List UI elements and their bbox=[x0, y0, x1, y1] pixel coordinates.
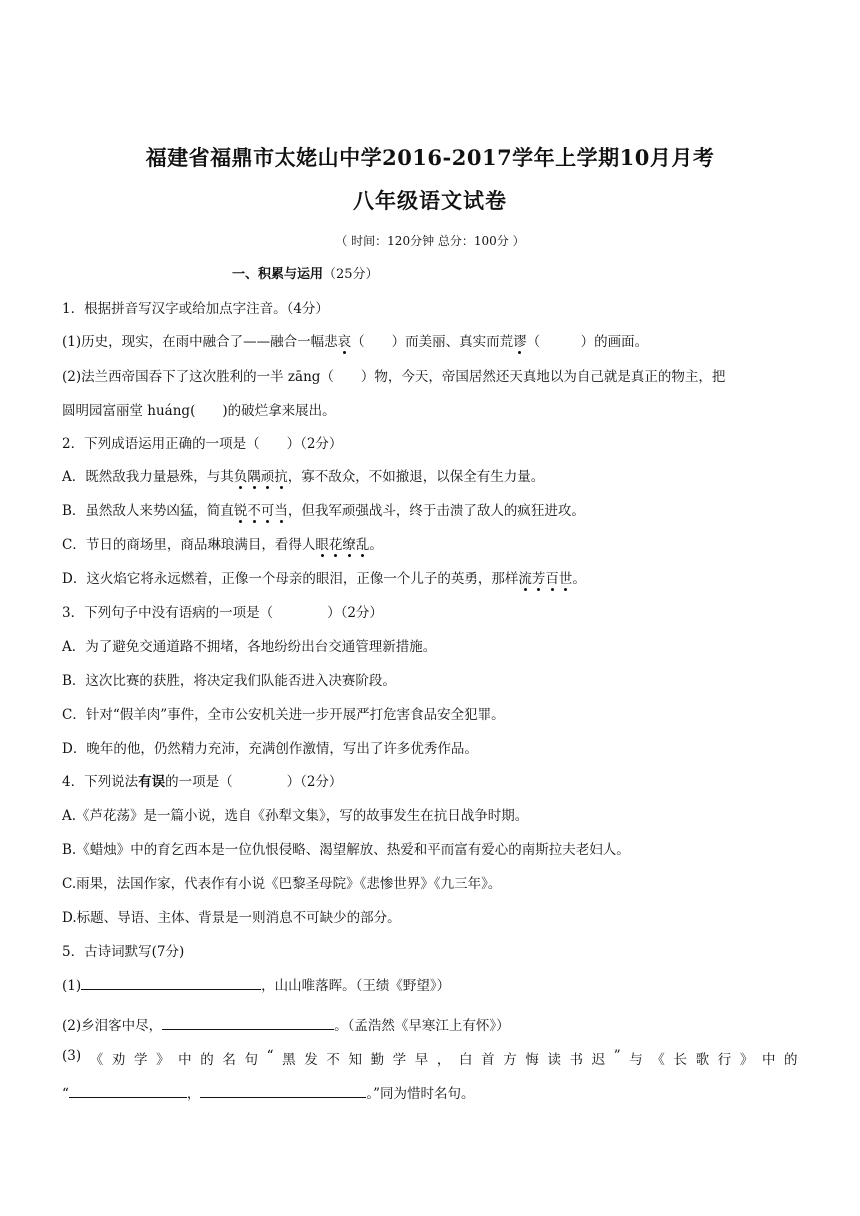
q5-part3-line1 bbox=[62, 1048, 798, 1068]
q2-stem bbox=[62, 432, 342, 452]
q5-p3-char: 的 bbox=[200, 1052, 214, 1068]
q5-blank-1[interactable] bbox=[81, 975, 261, 990]
exam-title-line1: 福建省福鼎市太姥山中学2016-2017学年上学期10月月考 bbox=[145, 145, 715, 170]
q5-p3-char: 《 bbox=[89, 1052, 104, 1068]
q1-part1-text-b: （ ）而美丽、真实而荒 bbox=[351, 334, 514, 350]
dotted-char: 可 bbox=[260, 503, 275, 519]
dotted-char: 负 bbox=[233, 469, 248, 485]
q4-option-b bbox=[62, 838, 630, 858]
dotted-char: 顽 bbox=[260, 469, 275, 485]
q5-p3-char: 黑 bbox=[282, 1052, 296, 1068]
q5-p3-char: 发 bbox=[304, 1052, 318, 1068]
q5-blank-2[interactable] bbox=[162, 1015, 334, 1030]
q2-stem-text: 2．下列成语运用正确的一项是（ ）（2分） bbox=[62, 436, 343, 452]
q5-p2-post: 。（孟浩然《早寒江上有怀》） bbox=[334, 1018, 510, 1034]
q1-part2-text-a: (2)法兰西帝国吞下了这次胜利的一半 zāng（ ）物，今天，帝国居然还天真地以为自己就是真正的物主，把 bbox=[62, 369, 726, 385]
q2-c-idiom bbox=[315, 537, 369, 553]
q3-stem-text: 3．下列句子中没有语病的一项是（ ）（2分） bbox=[62, 605, 383, 621]
dotted-char: 流 bbox=[518, 571, 532, 587]
dotted-char: 芳 bbox=[531, 571, 546, 587]
q2-d-idiom bbox=[518, 571, 572, 587]
q5-p3-char: 》 bbox=[739, 1052, 754, 1068]
q2-option-a bbox=[62, 465, 544, 485]
q3-option-b bbox=[62, 669, 396, 689]
section-score: （25分） bbox=[323, 267, 379, 282]
q1-part2-line1 bbox=[62, 365, 725, 385]
q5-p3-char: 悔 bbox=[525, 1052, 539, 1068]
q5-p3-char: 方 bbox=[503, 1052, 517, 1068]
q2-option-d bbox=[62, 567, 586, 587]
q3-option-d bbox=[62, 737, 478, 757]
dotted-char: 隅 bbox=[247, 469, 261, 485]
q5-p3-char: ， bbox=[436, 1052, 451, 1068]
q4-b-text: B.《蜡烛》中的育乞西本是一位仇恨侵略、渴望解放、热爱和平而富有爱心的南斯拉夫老妇人。 bbox=[62, 842, 630, 858]
q1-part2-line2 bbox=[62, 399, 336, 419]
q5-p3-char: 长 bbox=[673, 1052, 687, 1068]
q5-p3-char: 》 bbox=[156, 1052, 170, 1068]
dotted-char: 锐 bbox=[233, 503, 248, 519]
q1-dotted-char-2: 谬 bbox=[513, 334, 527, 350]
q5-p3-char: 学 bbox=[133, 1052, 148, 1068]
q1-part2-text-b: 圆明园富丽堂 huáng( )的破烂拿来展出。 bbox=[62, 403, 336, 419]
q3-option-c bbox=[62, 703, 505, 723]
q1-part1-text-a: (1)历史，现实，在雨中融合了——融合一幅悲 bbox=[62, 334, 338, 350]
q3-c-text: C．针对“假羊肉”事件，全市公安机关进一步开展严打危害食品安全犯罪。 bbox=[62, 707, 505, 723]
q1-stem bbox=[62, 297, 329, 317]
q4-option-d bbox=[62, 906, 401, 926]
q5-p1-post: ，山山唯落晖。（王绩《野望》） bbox=[261, 978, 451, 994]
q5-p2-pre: (2)乡泪客中尽， bbox=[62, 1018, 163, 1034]
q5-p3-char: 中 bbox=[178, 1052, 192, 1068]
q4-stem bbox=[62, 770, 342, 790]
q2-a-idiom bbox=[234, 469, 288, 485]
q1-dotted-char-1: 哀 bbox=[337, 334, 352, 350]
q5-p3-char: 首 bbox=[481, 1052, 495, 1068]
q5-stem-text: 5．古诗词默写(7分) bbox=[62, 944, 185, 960]
q5-blank-4[interactable] bbox=[200, 1083, 366, 1098]
q5-p3-char: (3) bbox=[62, 1048, 82, 1064]
q2-a-pre: A．既然敌我力量悬殊，与其 bbox=[62, 469, 234, 485]
dotted-char: 不 bbox=[247, 503, 261, 519]
q2-option-b bbox=[62, 499, 585, 519]
q5-p3-char: 《 bbox=[651, 1052, 665, 1068]
q4-option-a bbox=[62, 804, 528, 824]
q5-p3-char: 知 bbox=[348, 1052, 362, 1068]
q2-b-post: ，但我军顽强战斗，终于击溃了敌人的疯狂进攻。 bbox=[287, 503, 585, 519]
q5-p3-char: 的 bbox=[784, 1052, 798, 1068]
q4-stem-emphasis: 有误 bbox=[138, 774, 166, 790]
q4-stem-post: 的一项是（ ）（2分） bbox=[165, 774, 343, 790]
q5-p3-char: ” bbox=[613, 1048, 621, 1064]
q3-a-text: A．为了避免交通道路不拥堵，各地纷纷出台交通管理新措施。 bbox=[62, 639, 437, 655]
q5-p3-char: “ bbox=[266, 1048, 274, 1064]
dotted-char: 当 bbox=[274, 503, 288, 519]
q5-p3-char: 勤 bbox=[370, 1052, 385, 1068]
q2-c-post: 。 bbox=[369, 537, 383, 553]
dotted-char: 花 bbox=[328, 537, 343, 553]
q5-p3-comma: ， bbox=[186, 1086, 201, 1102]
q1-part1-text-c: （ ）的画面。 bbox=[526, 334, 649, 350]
q1-stem-text: 1．根据拼音写汉字或给加点字注音。（4分） bbox=[62, 301, 329, 317]
q5-part1 bbox=[62, 974, 450, 994]
q5-p3-char: 白 bbox=[459, 1052, 473, 1068]
exam-time-score: （ 时间：120分钟 总分：100分 ） bbox=[335, 234, 525, 248]
q5-p3-char: 行 bbox=[717, 1052, 732, 1068]
exam-title-line2: 八年级语文试卷 bbox=[353, 188, 507, 213]
q5-p3-char: 早 bbox=[414, 1052, 429, 1068]
dotted-char: 眼 bbox=[315, 537, 329, 553]
q5-part3-line2 bbox=[62, 1082, 475, 1102]
q5-part2 bbox=[62, 1014, 510, 1034]
section-heading bbox=[232, 263, 379, 282]
dotted-char: 乱 bbox=[355, 537, 370, 553]
dotted-char: 缭 bbox=[342, 537, 356, 553]
q4-option-c bbox=[62, 872, 501, 892]
q5-p3-char: 学 bbox=[392, 1052, 407, 1068]
q3-option-a bbox=[62, 635, 436, 655]
q5-stem bbox=[62, 940, 184, 960]
q3-d-text: D．晚年的他，仍然精力充沛，充满创作激情，写出了许多优秀作品。 bbox=[62, 741, 478, 757]
q2-a-post: ，寡不敌众，不如撤退，以保全有生力量。 bbox=[287, 469, 545, 485]
q5-p3-char: 迟 bbox=[591, 1052, 606, 1068]
q5-p3-open-quote: “ bbox=[62, 1086, 69, 1102]
q5-p3-char: 名 bbox=[222, 1052, 236, 1068]
q3-b-text: B．这次比赛的获胜，将决定我们队能否进入决赛阶段。 bbox=[62, 673, 396, 689]
q4-d-text: D.标题、导语、主体、背景是一则消息不可缺少的部分。 bbox=[62, 910, 401, 926]
q5-p3-char: 书 bbox=[569, 1052, 584, 1068]
q2-d-post: 。 bbox=[572, 571, 586, 587]
dotted-char: 百 bbox=[545, 571, 559, 587]
q4-c-text: C.雨果，法国作家，代表作有小说《巴黎圣母院》《悲惨世界》《九三年》。 bbox=[62, 876, 502, 892]
q3-stem bbox=[62, 601, 383, 621]
q1-part1 bbox=[62, 330, 648, 350]
q4-stem-pre: 4．下列说法 bbox=[62, 774, 139, 790]
q5-p3-post: 。”同为惜时名句。 bbox=[366, 1086, 475, 1102]
q4-a-text: A.《芦花荡》是一篇小说，选自《孙犁文集》，写的故事发生在抗日战争时期。 bbox=[62, 808, 529, 824]
q5-p3-char: 读 bbox=[547, 1052, 561, 1068]
q5-p3-char: 句 bbox=[244, 1052, 258, 1068]
q2-option-c bbox=[62, 533, 383, 553]
q2-c-pre: C．节日的商场里，商品琳琅满目，看得人 bbox=[62, 537, 316, 553]
dotted-char: 世 bbox=[558, 571, 573, 587]
dotted-char: 抗 bbox=[274, 469, 288, 485]
q5-p3-char: 不 bbox=[326, 1052, 340, 1068]
q5-p3-char: 中 bbox=[761, 1052, 776, 1068]
q5-blank-3[interactable] bbox=[69, 1083, 187, 1098]
q5-p3-char: 歌 bbox=[695, 1052, 710, 1068]
q2-d-pre: D．这火焰它将永远燃着，正像一个母亲的眼泪，正像一个儿子的英勇，那样 bbox=[62, 571, 519, 587]
q5-p1-pre: (1) bbox=[62, 978, 82, 994]
q5-p3-char: 劝 bbox=[111, 1052, 126, 1068]
q2-b-idiom bbox=[234, 503, 288, 519]
q5-p3-char: 与 bbox=[629, 1052, 643, 1068]
section-label: 一、积累与运用 bbox=[232, 267, 324, 282]
q2-b-pre: B．虽然敌人来势凶猛，简直 bbox=[62, 503, 234, 519]
